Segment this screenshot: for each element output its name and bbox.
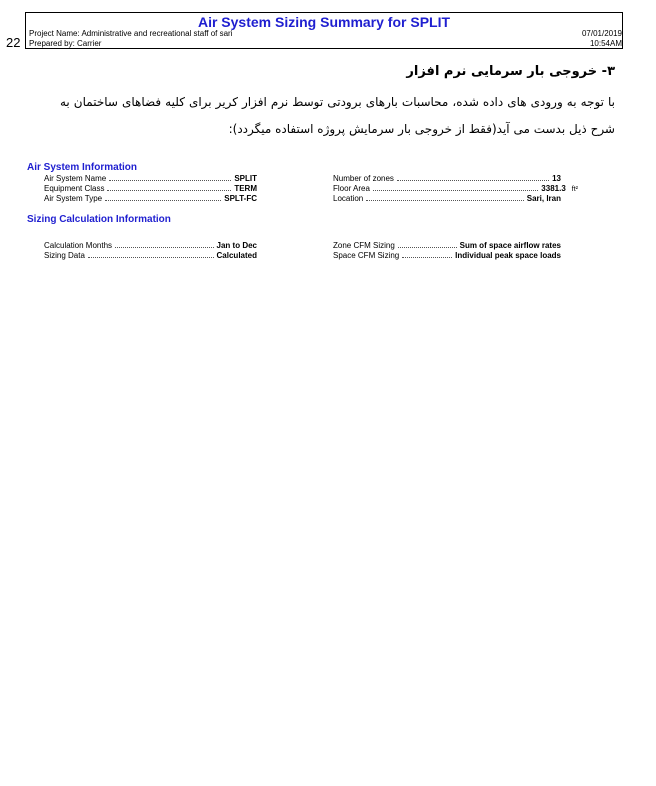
space-cfm-sizing-row [333,251,561,261]
report-time: 10:54AM [589,39,622,48]
section-heading: ۳- خروجی بار سرمایی نرم افزار [406,64,615,79]
dot-leader [398,241,457,248]
intro-paragraph-line-2: شرح ذیل بدست می آید(فقط از خروجی بار سرمایش پروژه استفاده میگردد): [228,122,615,136]
prepared-by: Prepared by: Carrier [29,39,102,48]
intro-paragraph-line-1: با توجه به ورودی های داده شده، محاسبات بارهای برودتی توسط نرم افزار کریر برای کلیه فضاهای ساختمان به [60,95,615,109]
dot-leader [366,194,524,201]
field-label: Space CFM Sizing [333,251,400,260]
calculation-months-row [44,241,257,251]
field-label: Sizing Data [44,251,85,260]
equipment-class-row [44,184,257,194]
field-value: 13 [552,174,561,183]
field-label: Calculation Months [44,241,113,250]
dot-leader [397,174,549,181]
header-meta-left [29,29,233,49]
dot-leader [115,241,213,248]
location-row [333,194,561,204]
field-label: Number of zones [333,174,394,183]
field-value: Jan to Dec [216,241,257,250]
field-unit: ft² [571,186,578,193]
field-value: TERM [234,184,257,193]
number-of-zones-row [333,174,561,184]
field-value: 3381.3 [541,184,566,193]
air-system-name-row [44,174,257,184]
air-system-info-title: Air System Information [27,162,138,173]
report-date: 07/01/2019 [581,29,622,38]
field-value: Sari, Iran [526,194,561,203]
field-label: Air System Type [44,194,103,203]
report-title: Air System Sizing Summary for SPLIT [197,14,451,30]
project-name: Project Name: Administrative and recreational staff of sari [29,29,233,38]
field-label: Location [333,194,364,203]
field-value: Sum of space airflow rates [459,241,561,250]
field-label: Zone CFM Sizing [333,241,395,250]
dot-leader [373,184,538,191]
report-header [25,12,623,49]
sizing-data-row [44,251,257,261]
field-value: SPLIT [234,174,257,183]
dot-leader [88,251,214,258]
sizing-info-title: Sizing Calculation Information [27,214,171,225]
field-label: Air System Name [44,174,107,183]
dot-leader [107,184,231,191]
dot-leader [105,194,221,201]
field-value: Calculated [216,251,257,260]
zone-cfm-sizing-row [333,241,561,251]
page-number: 22 [6,35,21,50]
air-system-type-row [44,194,257,204]
dot-leader [402,251,452,258]
field-label: Equipment Class [44,184,105,193]
dot-leader [109,174,231,181]
field-value: SPLT-FC [224,194,257,203]
field-value: Individual peak space loads [455,251,561,260]
header-meta-right [582,29,622,49]
field-label: Floor Area [333,184,370,193]
